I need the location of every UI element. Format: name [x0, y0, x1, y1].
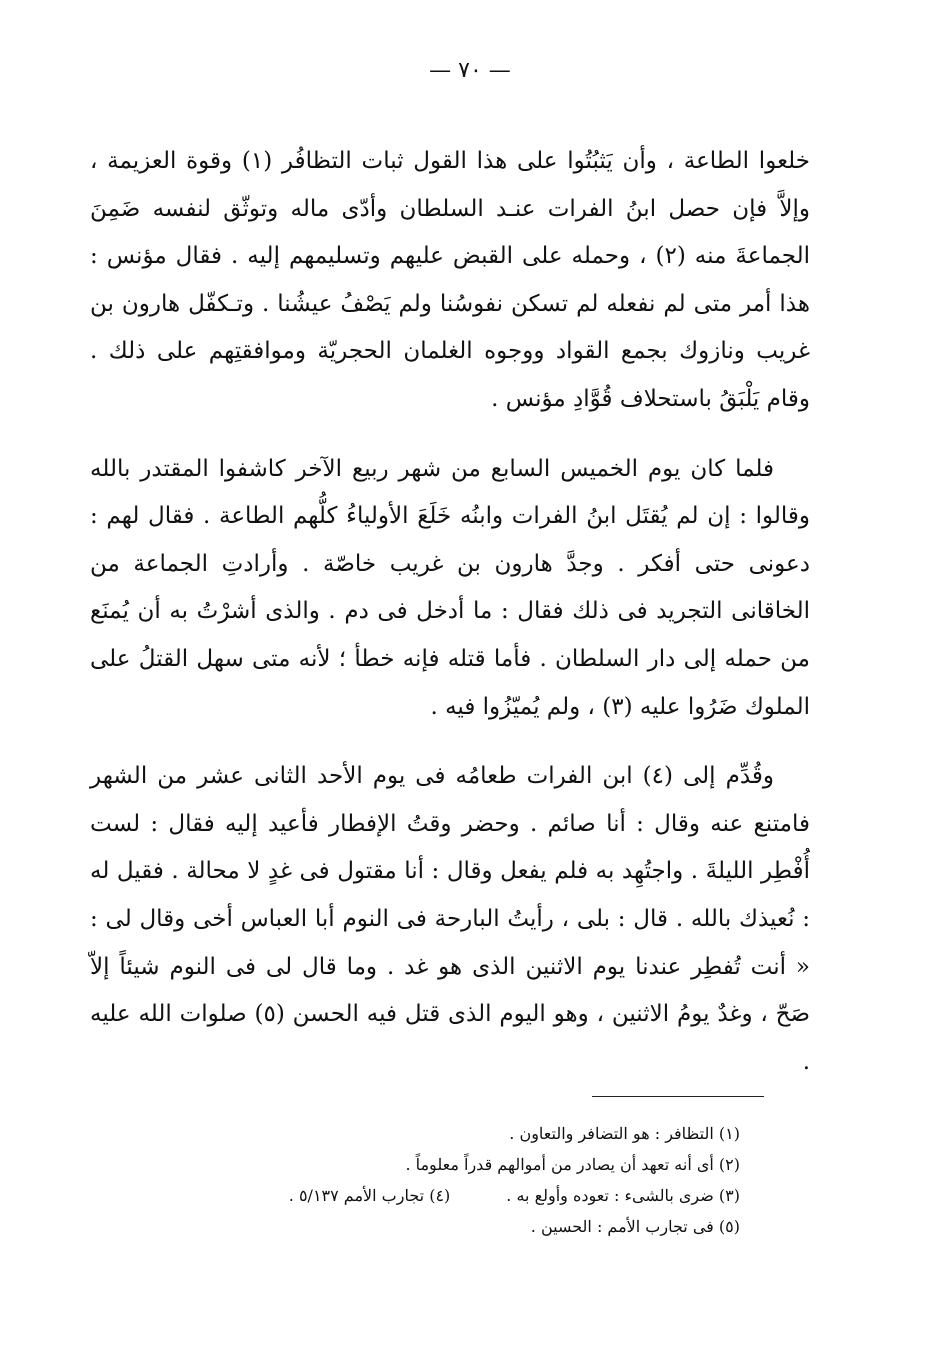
text-line: قال : بلى ، رأيتُ البارحة فى النوم أبا العباس أخى وقال لى : « أنت تُفطِر عندنا	[90, 905, 810, 980]
text-line: الغلمان الحجريّة وموافقتِهم على ذلك . وقام يَلْبَقُ باستحلاف قُوَّادِ مؤنس .	[90, 338, 810, 412]
text-line: وهو اليوم الذى قتل فيه الحسن (٥) صلوات الله عليه .	[90, 1001, 810, 1075]
text-line: نفوسُنا ولم يَصْفُ عيشُنا . وتـكفّل هارون بن غريب ونازوك بجمع القواد ووجوه	[90, 290, 810, 365]
footnote-divider	[592, 1096, 764, 1097]
text-line: وحمله على القبض عليهم وتسليمهم إليه . فقال مؤنس : هذا أمر متى لم نفعله لم تسكن	[90, 243, 810, 317]
text-line: فى ذلك فقال : ما أدخل فى دم . والذى أشرْتُ به أن يُمنَع من حمله إلى دار	[90, 598, 810, 672]
paragraph-1	[90, 138, 810, 424]
text-line: فلما كان يوم الخميس السابع من شهر ربيع الآخر كاشفوا المقتدر بالله وقالوا :	[90, 455, 810, 530]
footnote-text: (٢) أى أنه تعهد أن يصادر من أموالهم قدراً معلوماً .	[405, 1155, 740, 1174]
footnote-text: (١) التظافر : هو التضافر والتعاون .	[509, 1124, 740, 1143]
text-line: حصل ابنُ الفرات عنـد السلطان وأدّى ماله وتوثّق لنفسه ضَمِنَ الجماعةَ منه (٢) ،	[90, 195, 810, 270]
paragraph-2	[90, 446, 810, 732]
footnotes	[180, 1118, 740, 1242]
text-line: إن لم يُقتَل ابنُ الفرات وابنُه خَلَعَ الأولياءُ كلُّهم الطاعة . فقال لهم : دعونى حتى	[90, 503, 811, 577]
footnote-text: (٤) تجارب الأمم ٥/١٣٧ .	[288, 1186, 451, 1205]
text-line: وقال : أنا صائم . وحضر وقتُ الإفطار فأعيد إليه فقال : لست أُفْطِر الليلةَ .	[90, 810, 810, 885]
text-line: السلطان . فأما قتله فإنه خطأ ؛ لأنه متى سهل القتلُ على الملوك ضَرُوا عليه (٣) ،	[90, 645, 810, 720]
footnote-text: (٣) ضرى بالشىء : تعوده وأولع به .	[506, 1186, 740, 1205]
footnote-5	[180, 1211, 740, 1242]
body-text	[90, 138, 810, 1086]
text-line: أفكر . وجدَّ هارون بن غريب خاصّة . وأرادتِ الجماعة من الخاقانى التجريد	[90, 550, 810, 625]
paragraph-3	[90, 753, 810, 1086]
text-line: ولم يُميّزُوا فيه .	[430, 693, 581, 720]
footnote-2	[180, 1149, 740, 1180]
footnote-3-4	[180, 1180, 740, 1211]
text-line: واجتُهِد به فلم يفعل وقال : أنا مقتول فى غدٍ لا محالة . فقيل له : نُعيذك بالله .	[90, 858, 811, 932]
text-line: وقُدِّم إلى (٤) ابن الفرات طعامُه فى يوم الأحد الثانى عشر من الشهر فامتنع عنه	[90, 763, 810, 837]
text-line: يوم الاثنين الذى هو غد . وما قال لى فى النوم شيئاً إلاّ صَحّ ، وغدٌ يومُ الاثنين ،	[90, 953, 811, 1028]
text-line: خلعوا الطاعة ، وأن يَثبُتُوا على هذا القول ثبات التظافُر (١) وقوة العزيمة ، وإلاَّ فإن	[90, 148, 811, 222]
footnote-1	[180, 1118, 740, 1149]
footnote-text: (٥) فى تجارب الأمم : الحسين .	[530, 1217, 740, 1236]
page-number: — ٧٠ —	[429, 58, 511, 83]
